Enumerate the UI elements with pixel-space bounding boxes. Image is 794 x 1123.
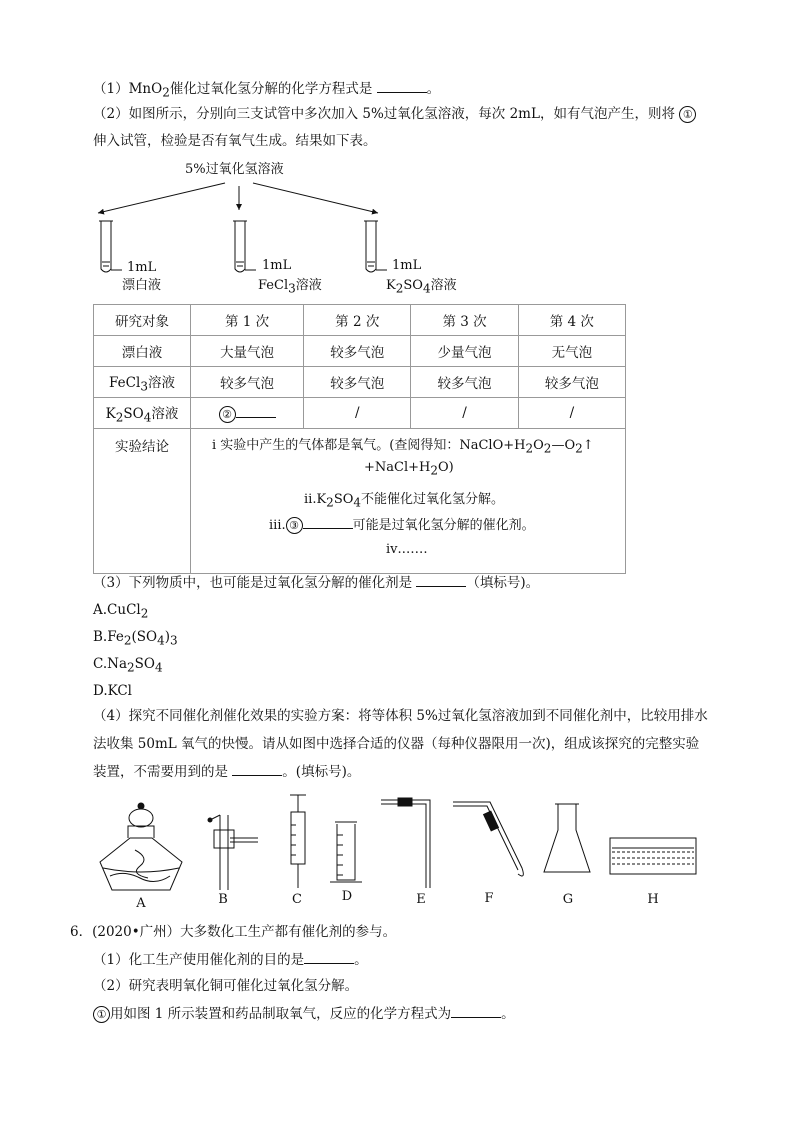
q6-part1: （1）化工生产使用催化剂的目的是 。	[93, 949, 368, 970]
apparatus-label-e: E	[416, 892, 426, 907]
syringe-icon	[290, 795, 306, 888]
table-cell: FeCl$_3$溶液	[94, 367, 191, 398]
tube2-volume: 1mL	[262, 258, 292, 273]
alcohol-lamp-icon	[100, 803, 182, 890]
table-cell: /	[304, 398, 411, 429]
apparatus-label-f: F	[484, 891, 494, 906]
apparatus-label-d: D	[341, 889, 353, 904]
diagram-source-label: 5%过氧化氢溶液	[185, 162, 284, 177]
table-cell: 较多气泡	[304, 336, 411, 367]
apparatus-label-a: A	[136, 896, 146, 911]
q4-line2: 法收集 50mL 氧气的快慢。请从如图中选择合适的仪器（每种仪器限用一次)，组成该探究的完整实验	[93, 736, 700, 752]
conclusion-4: ⅳ.……	[386, 542, 428, 557]
graduated-cylinder-icon	[330, 822, 362, 882]
circled-number-1: ①	[93, 1006, 110, 1023]
table-cell: 较多气泡	[304, 367, 411, 398]
tube3-name: $K_2SO_4$溶液	[386, 278, 457, 296]
apparatus-label-g: G	[562, 892, 574, 907]
tube1-volume: 1mL	[127, 260, 157, 275]
table-header-cell: 第 4 次	[518, 305, 625, 336]
blank-marker-1[interactable]: ①	[679, 106, 696, 123]
table-header-cell: 第 2 次	[304, 305, 411, 336]
table-cell: 无气泡	[518, 336, 625, 367]
tube1-name: 漂白液	[122, 278, 162, 293]
conclusion-2: $ⅱ.K_2SO_4$不能催化过氧化氢分解。	[304, 492, 505, 510]
blank-marker-2[interactable]: ②	[219, 406, 236, 423]
table-cell: $K_2SO_4$溶液	[94, 398, 191, 429]
conclusion-1-cont: $+NaCl+H_2O$)	[364, 460, 454, 478]
table-cell: /	[411, 398, 518, 429]
conical-flask-icon	[544, 804, 590, 872]
table-header-cell: 第 3 次	[411, 305, 518, 336]
q4-line1: （4）探究不同催化剂催化效果的实验方案：将等体积 5%过氧化氢溶液加到不同催化剂中，比较用排水	[93, 708, 708, 724]
q2-line2: 伸入试管，检验是否有氧气生成。结果如下表。	[93, 133, 377, 149]
q6-part2: （2）研究表明氧化铜可催化过氧化氢分解。	[93, 978, 359, 994]
table-cell: /	[518, 398, 625, 429]
q3-option-c[interactable]: $C.Na_2SO_4$	[93, 656, 163, 675]
q3-option-d[interactable]: D.KCl	[93, 683, 133, 699]
stand-with-stopper-icon	[208, 815, 258, 890]
q1-line: （1）MnO$_2$催化过氧化氢分解的化学方程式是 。	[93, 78, 440, 103]
apparatus-label-b: B	[218, 892, 228, 907]
table-header-cell: 第 1 次	[191, 305, 304, 336]
bent-tube-e-icon	[381, 798, 430, 888]
conclusion-label: 实验结论	[94, 429, 191, 574]
q6-blank-2[interactable]	[451, 1003, 501, 1018]
blank-marker-3[interactable]: ③	[286, 517, 303, 534]
table-cell: 漂白液	[94, 336, 191, 367]
q3-option-b[interactable]: $B.Fe_2(SO_4)_3$	[93, 629, 178, 648]
water-trough-icon	[610, 838, 696, 874]
table-cell: 较多气泡	[191, 367, 304, 398]
table-cell: 较多气泡	[411, 367, 518, 398]
table-cell: 大量气泡	[191, 336, 304, 367]
q6-header: 6．(2020•广州）大多数化工生产都有催化剂的参与。	[70, 924, 397, 940]
tube2-name: FeCl$_3$溶液	[258, 278, 322, 296]
q6-blank-1[interactable]	[304, 949, 354, 964]
conclusion-1: ⅰ 实验中产生的气体都是氧气。(查阅得知：$NaClO+H_2O_2—O_2↑$	[212, 438, 594, 456]
q6-part2-sub1: ① 用如图 1 所示装置和药品制取氧气，反应的化学方程式为 。	[93, 1003, 515, 1024]
table-cell: 较多气泡	[518, 367, 625, 398]
table-header-cell: 研究对象	[94, 305, 191, 336]
apparatus-label-c: C	[292, 892, 302, 907]
q4-line3: 装置，不需要用到的是 。(填标号)。	[93, 761, 360, 782]
q3-option-a[interactable]: A.CuCl$_2$	[93, 602, 149, 621]
bent-tube-f-icon	[453, 802, 523, 876]
q3-line: （3）下列物质中，也可能是过氧化氢分解的催化剂是 （填标号)。	[93, 572, 539, 593]
tube3-volume: 1mL	[392, 258, 422, 273]
conclusion-3: ⅲ. ③ 可能是过氧化氢分解的催化剂。	[269, 514, 535, 534]
q2-line1: （2）如图所示，分别向三支试管中多次加入 5%过氧化氢溶液，每次 2mL，如有气泡产生，则将 ①	[93, 104, 696, 124]
table-cell: 少量气泡	[411, 336, 518, 367]
apparatus-label-h: H	[647, 892, 659, 907]
